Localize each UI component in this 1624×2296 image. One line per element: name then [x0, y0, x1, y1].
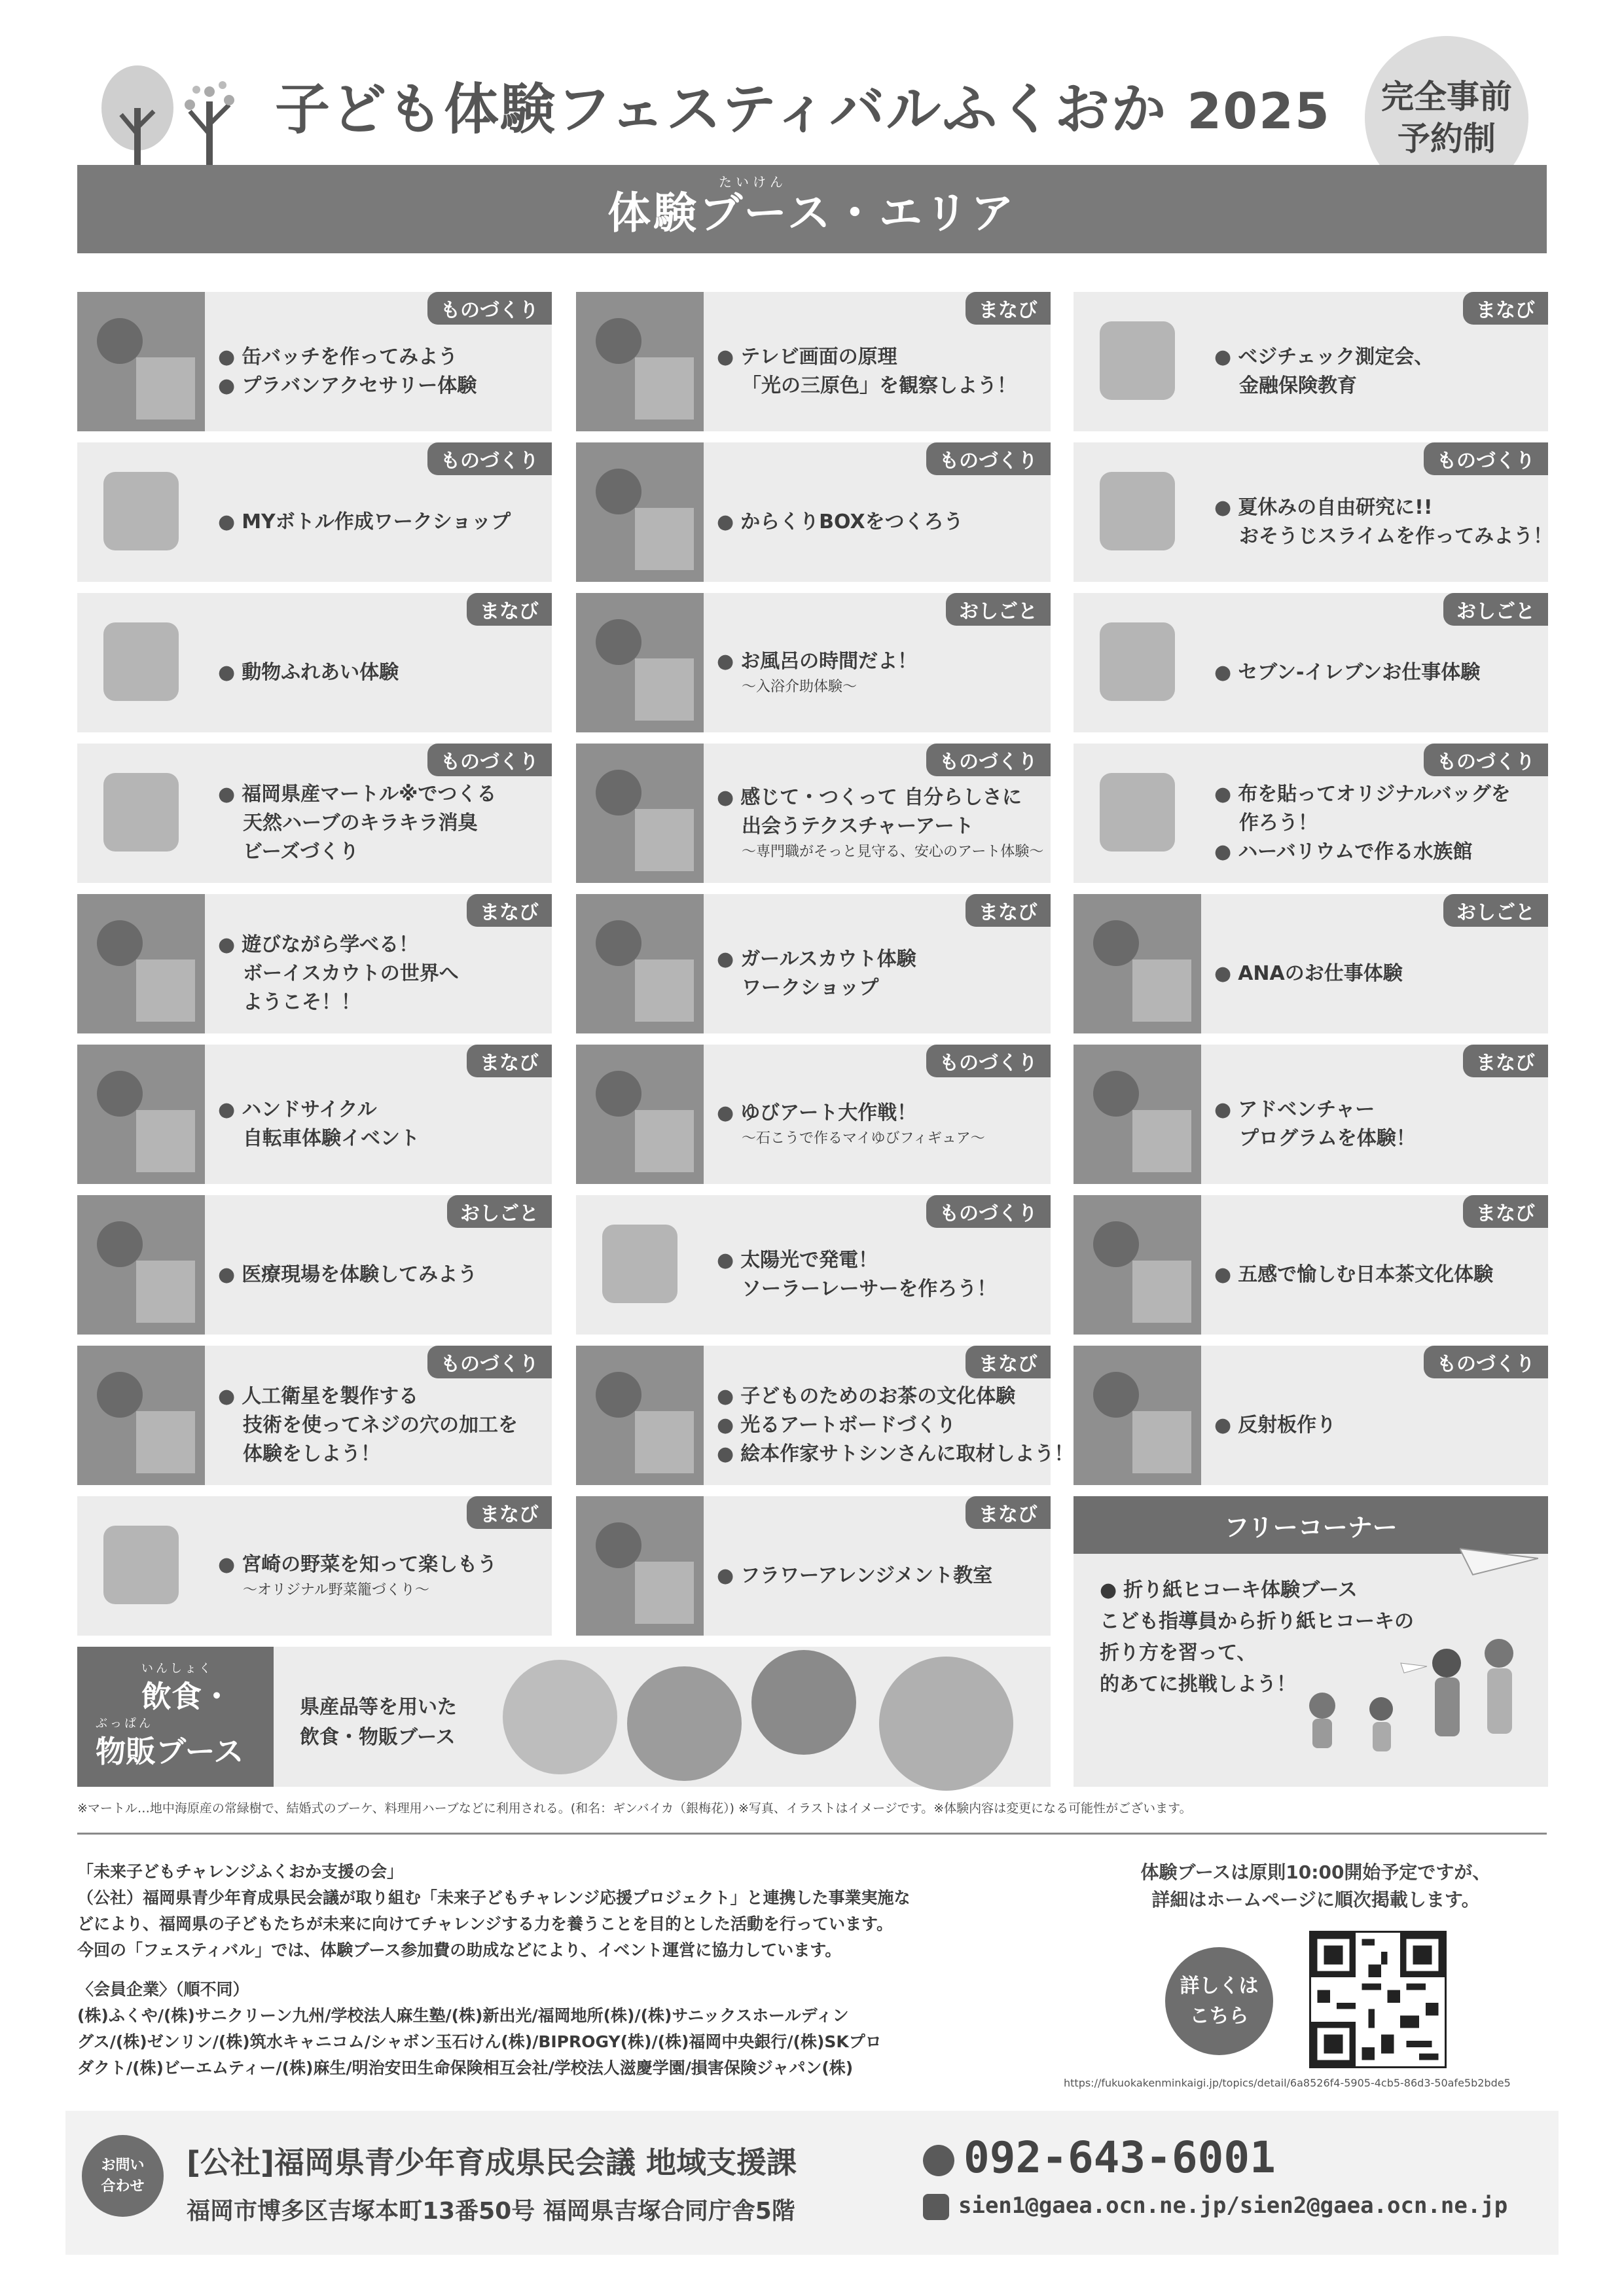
booth-text: プログラムを体験！: [1239, 1126, 1416, 1150]
booth-category-tag: まなび: [467, 593, 552, 626]
booth-card: [77, 1045, 552, 1184]
food-booth-label: [77, 1647, 274, 1787]
support-heading: 「未来子どもチャレンジふくおか支援の会」: [77, 1862, 404, 1881]
booth-text: ● からくりBOXをつくろう: [717, 508, 1044, 537]
booth-text: おそうじスライムを作ってみよう！: [1239, 524, 1553, 548]
details-text-1: 詳しくは: [1180, 1974, 1259, 1998]
booth-text: ボーイスカウトの世界へ: [243, 961, 459, 985]
booth-text: 作ろう！: [1239, 811, 1318, 834]
footnote: ※マートル…地中海原産の常緑樹で、結婚式のブーケ、料理用ハーブなどに利用される。(和名：ギンバイカ（銀梅花）) ※写真、イラストはイメージです。※体験内容は変更になる可能性がございます。: [77, 1801, 1192, 1816]
booth-text: ● 子どものためのお茶の文化体験: [717, 1382, 1044, 1411]
booth-category-tag: ものづくり: [1424, 1346, 1548, 1378]
booth-text: ● 人工衛星を製作する: [218, 1382, 545, 1411]
booth-photo: [1074, 744, 1201, 883]
paper-plane-icon: [1460, 1535, 1538, 1581]
booth-text: ワークショップ: [742, 976, 879, 999]
booth-card: [576, 593, 1051, 732]
booth-category-tag: おしごと: [1443, 894, 1548, 927]
booth-category-tag: ものづくり: [1424, 442, 1548, 475]
booth-card: [576, 292, 1051, 431]
booth-text: ソーラーレーサーを作ろう！: [742, 1277, 997, 1300]
booth-text: ● 布を貼ってオリジナルバッグを: [1214, 780, 1542, 809]
booth-photo: [1074, 894, 1201, 1033]
booth-card: [77, 894, 552, 1033]
booth-text: ● 夏休みの自由研究に!!: [1214, 493, 1542, 522]
booth-category-tag: ものづくり: [926, 1045, 1051, 1077]
booth-card: [77, 442, 552, 582]
support-text-3: 今回の「フェスティバル」では、体験ブース参加費の助成などにより、イベント運営に協力しています。: [77, 1941, 842, 1960]
booth-text: 出会うテクスチャーアート: [742, 814, 974, 838]
booth-photo: [576, 442, 704, 582]
booth-category-tag: まなび: [467, 894, 552, 927]
booth-photo: [77, 894, 205, 1033]
booth-text: ● ベジチェック測定会、: [1214, 343, 1542, 372]
booth-photo: [77, 1496, 205, 1636]
booth-photo: [576, 1496, 704, 1636]
food-photo-2: [627, 1666, 742, 1781]
booth-text: ● フラワーアレンジメント教室: [717, 1562, 1044, 1590]
booth-text: ● セブン-イレブンお仕事体験: [1214, 658, 1542, 687]
booth-category-tag: ものづくり: [1424, 744, 1548, 776]
children-running-illustration: [1270, 1637, 1538, 1778]
food-photo-1: [503, 1660, 617, 1774]
support-section: [77, 1859, 1066, 2081]
booth-text: ● 遊びながら学べる！: [218, 931, 545, 960]
free-corner-text-3: 的あてに挑戦しよう！: [1100, 1673, 1296, 1696]
food-photo-4: [879, 1657, 1013, 1791]
food-label-1: 飲食・: [141, 1679, 232, 1714]
food-desc-2: 飲食・物販ブース: [300, 1726, 456, 1749]
booth-text: ● MYボトル作成ワークショップ: [218, 508, 545, 537]
booth-photo: [77, 442, 205, 582]
booth-category-tag: まなび: [965, 1346, 1051, 1378]
booth-category-tag: おしごと: [1443, 593, 1548, 626]
booth-card: [1074, 894, 1548, 1033]
booth-text: ● 感じて・つくって 自分らしさに: [717, 783, 1044, 812]
booth-card: [576, 744, 1051, 883]
booth-text: 体験をしよう！: [243, 1442, 380, 1465]
booth-text: ● ハーバリウムで作る水族館: [1214, 838, 1542, 867]
food-ruby-1: いんしょく: [141, 1662, 213, 1676]
booth-text: ● 絵本作家サトシンさんに取材しよう！: [717, 1440, 1044, 1469]
booth-photo: [576, 894, 704, 1033]
booth-category-tag: まなび: [467, 1496, 552, 1529]
phone-number[interactable]: [923, 2132, 1276, 2183]
booth-photo: [77, 593, 205, 732]
details-button[interactable]: [1165, 1947, 1273, 2055]
contact-badge: [82, 2135, 164, 2217]
booth-photo: [1074, 1195, 1201, 1335]
section-banner: [77, 165, 1547, 253]
booth-photo: [77, 744, 205, 883]
booth-card: [1074, 593, 1548, 732]
booth-text: ● 医療現場を体験してみよう: [218, 1261, 545, 1289]
booth-card: [576, 894, 1051, 1033]
booth-card: [576, 1496, 1051, 1636]
booth-text: 「光の三原色」を観察しよう！: [742, 374, 1017, 397]
booth-card: [1074, 1346, 1548, 1485]
booth-text: ● 宮崎の野菜を知って楽しもう: [218, 1551, 545, 1579]
booth-text: 金融保険教育: [1239, 374, 1357, 397]
phone-icon: [923, 2145, 954, 2176]
members-line-1: (株)ふくや/(株)サニクリーン九州/学校法人麻生塾/(株)新出光/福岡地所(株)/(株)サニックスホールディン: [77, 2006, 849, 2025]
tree-illustration: [98, 62, 255, 173]
booth-category-tag: ものづくり: [926, 1195, 1051, 1228]
banner-ruby: たいけん: [719, 174, 787, 190]
contact-badge-2: 合わせ: [101, 2178, 145, 2195]
booth-card: [1074, 1195, 1548, 1335]
booth-card: [1074, 744, 1548, 883]
booth-text: 自転車体験イベント: [243, 1126, 420, 1150]
booth-text: ● お風呂の時間だよ！: [717, 647, 1044, 676]
food-label-2: 物販ブース: [96, 1734, 244, 1769]
free-corner-text-2: 折り方を習って、: [1100, 1641, 1257, 1664]
booth-category-tag: まなび: [1463, 1045, 1548, 1077]
qr-code[interactable]: [1309, 1931, 1447, 2068]
booth-photo: [576, 744, 704, 883]
members-heading: 〈会員企業〉（順不同）: [77, 1980, 249, 1999]
booth-photo: [576, 1045, 704, 1184]
title-year: 2025: [1187, 82, 1331, 140]
booth-text: ● アドベンチャー: [1214, 1096, 1542, 1124]
booth-card: [576, 1045, 1051, 1184]
booth-text: ● 反射板作り: [1214, 1411, 1542, 1440]
booth-text: ● ANAのお仕事体験: [1214, 960, 1542, 988]
booth-photo: [576, 1195, 704, 1335]
support-text-2: どにより、福岡県の子どもたちが未来に向けてチャレンジする力を養うことを目的とした活動を行っています。: [77, 1914, 893, 1933]
email-address[interactable]: [923, 2193, 1507, 2220]
booth-photo: [1074, 292, 1201, 431]
booth-category-tag: おしごと: [946, 593, 1051, 626]
email-text: sien1@gaea.ocn.ne.jp/sien2@gaea.ocn.ne.jp: [958, 2193, 1508, 2219]
notice-line-2: 詳細はホームページに順次掲載します。: [1151, 1889, 1480, 1910]
booth-card: [77, 1496, 552, 1636]
booth-category-tag: おしごと: [447, 1195, 552, 1228]
booth-text: ● プラバンアクセサリー体験: [218, 372, 545, 401]
booth-card: [77, 744, 552, 883]
booth-photo: [1074, 593, 1201, 732]
banner-title: 体験ブース・エリア: [607, 188, 1017, 238]
booth-text: ～専門職がそっと見守る、安心のアート体験～: [742, 843, 1044, 860]
booth-category-tag: ものづくり: [427, 442, 552, 475]
badge-line-1: 完全事前: [1381, 78, 1512, 116]
free-corner: [1074, 1496, 1548, 1787]
booth-category-tag: まなび: [1463, 292, 1548, 325]
booth-text: ● テレビ画面の原理: [717, 343, 1044, 372]
booth-category-tag: まなび: [1463, 1195, 1548, 1228]
food-photo-3: [751, 1650, 856, 1755]
booth-photo: [77, 1195, 205, 1335]
booth-text: ● ハンドサイクル: [218, 1096, 545, 1124]
food-desc-1: 県産品等を用いた: [300, 1696, 457, 1719]
booth-photo: [1074, 442, 1201, 582]
booth-card: [576, 1195, 1051, 1335]
details-text-2: こちら: [1189, 2004, 1249, 2028]
organization-name: [公社]福岡県青少年育成県民会議 地域支援課: [187, 2145, 797, 2180]
detail-url[interactable]: https://fukuokakenminkaigi.jp/topics/detail/6a8526f4-5905-4cb5-86d3-50afe5b2bde5: [1064, 2077, 1511, 2089]
booth-text: ようこそ！！: [243, 990, 361, 1014]
booth-text: ● ガールスカウト体験: [717, 945, 1044, 974]
booth-text: ● 動物ふれあい体験: [218, 658, 545, 687]
booth-photo: [576, 593, 704, 732]
mail-icon: [923, 2194, 949, 2220]
members-line-3: ダクト/(株)ビーエムティー/(株)麻生/明治安田生命保険相互会社/学校法人滋慶学園/損害保険ジャパン(株): [77, 2058, 854, 2077]
booth-text: ● 光るアートボードづくり: [717, 1411, 1044, 1440]
booth-text: ～入浴介助体験～: [742, 678, 857, 695]
booth-card: [1074, 292, 1548, 431]
booth-category-tag: ものづくり: [427, 744, 552, 776]
booth-category-tag: ものづくり: [427, 292, 552, 325]
booth-card: [1074, 1045, 1548, 1184]
booth-category-tag: まなび: [965, 292, 1051, 325]
divider: [77, 1833, 1547, 1835]
booth-category-tag: ものづくり: [427, 1346, 552, 1378]
free-corner-title: フリーコーナー: [1074, 1496, 1548, 1554]
address: 福岡市博多区吉塚本町13番50号 福岡県吉塚合同庁舎5階: [187, 2198, 795, 2225]
booth-text: 天然ハーブのキラキラ消臭: [243, 811, 478, 834]
food-booth-banner: [77, 1647, 1051, 1787]
booth-card: [77, 1195, 552, 1335]
booth-card: [77, 593, 552, 732]
booth-text: ● 福岡県産マートル※でつくる: [218, 780, 545, 809]
booth-photo: [576, 1346, 704, 1485]
booth-card: [77, 292, 552, 431]
booth-photo: [77, 1045, 205, 1184]
booth-card: [1074, 442, 1553, 582]
contact-badge-1: お問い: [101, 2157, 145, 2174]
booth-text: 技術を使ってネジの穴の加工を: [243, 1413, 518, 1437]
booth-category-tag: まなび: [467, 1045, 552, 1077]
page-title: 子ども体験フェスティバルふくおか 2025: [275, 77, 1331, 141]
booth-category-tag: ものづくり: [926, 442, 1051, 475]
schedule-notice: [1100, 1859, 1532, 1914]
members-line-2: グス/(株)ゼンリン/(株)筑水キャニコム/シャボン玉石けん(株)/BIPROGY(株)/(株)福岡中央銀行/(株)SKプロ: [77, 2032, 882, 2051]
booth-category-tag: ものづくり: [926, 744, 1051, 776]
phone-text: 092-643-6001: [964, 2132, 1276, 2183]
booth-photo: [77, 1346, 205, 1485]
booth-category-tag: まなび: [965, 1496, 1051, 1529]
food-ruby-2: ぶっぱん: [96, 1717, 153, 1731]
booth-photo: [1074, 1346, 1201, 1485]
free-corner-item: ● 折り紙ヒコーキ体験ブース: [1100, 1575, 1414, 1606]
booth-photo: [576, 292, 704, 431]
badge-line-2: 予約制: [1398, 120, 1496, 158]
booth-text: ● 缶バッチを作ってみよう: [218, 343, 545, 372]
booth-card: [576, 1346, 1074, 1485]
booth-text: ● 五感で愉しむ日本茶文化体験: [1214, 1261, 1542, 1289]
booth-card: [576, 442, 1051, 582]
free-corner-text-1: こども指導員から折り紙ヒコーキの: [1100, 1610, 1414, 1633]
contact-section: [65, 2111, 1559, 2255]
booth-photo: [1074, 1045, 1201, 1184]
booth-text: ● 太陽光で発電！: [717, 1246, 1044, 1275]
booth-photo: [77, 292, 205, 431]
support-text-1: （公社）福岡県青少年育成県民会議が取り組む「未来子どもチャレンジ応援プロジェクト」と連携した事業実施な: [77, 1888, 911, 1907]
booth-text: ～オリジナル野菜籠づくり～: [243, 1581, 429, 1598]
booth-text: ビーズづくり: [243, 840, 359, 863]
booth-text: ～石こうで作るマイゆびフィギュア～: [742, 1130, 985, 1147]
booth-text: ● ゆびアート大作戦！: [717, 1099, 1044, 1128]
booth-category-tag: まなび: [965, 894, 1051, 927]
notice-line-1: 体験ブースは原則10:00開始予定ですが、: [1140, 1861, 1491, 1883]
booth-card: [77, 1346, 552, 1485]
